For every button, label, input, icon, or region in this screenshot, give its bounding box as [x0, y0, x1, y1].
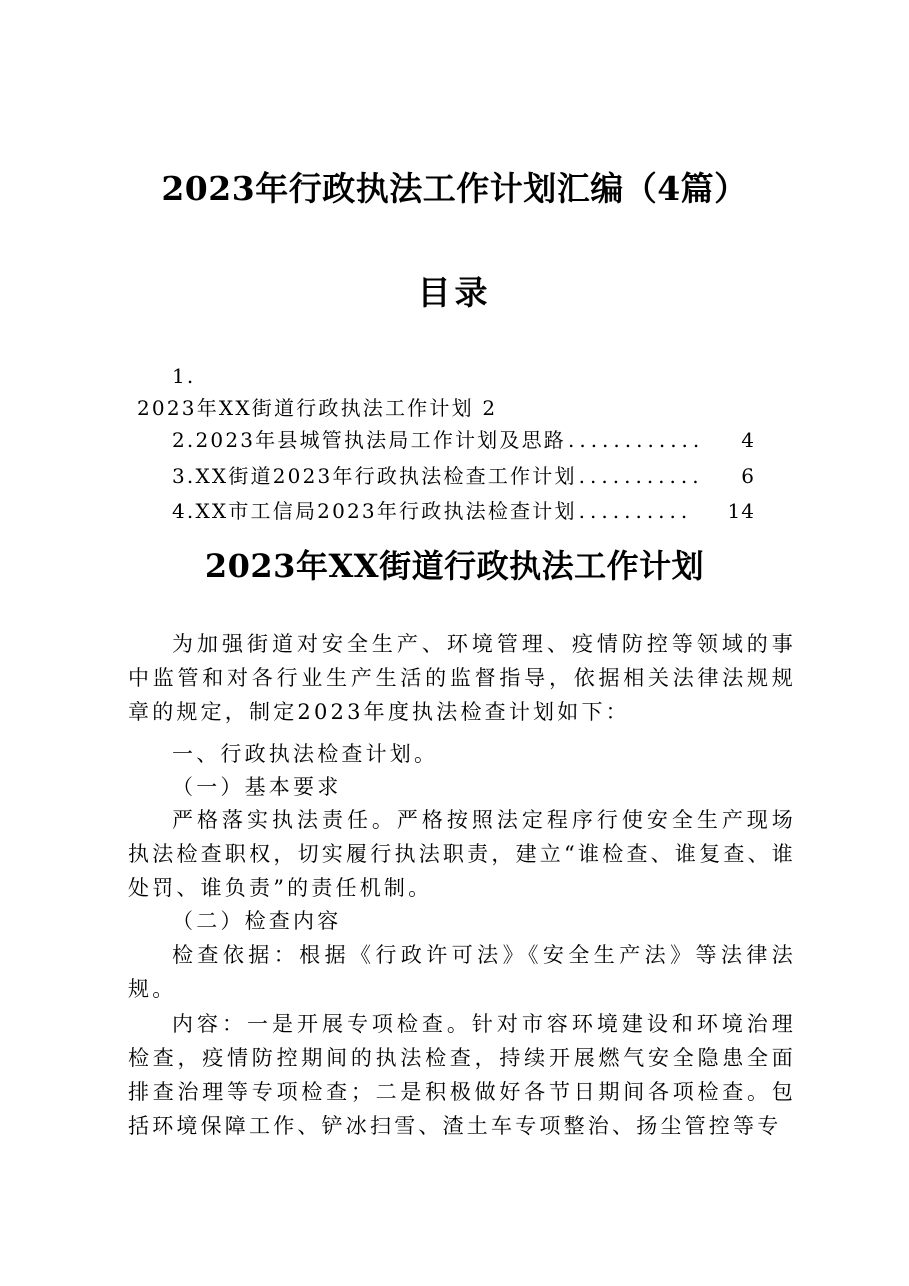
subheading-2: （二）检查内容: [172, 909, 342, 933]
toc-entry-2-text: 2.2023年县城管执法局工作计划及思路: [172, 428, 566, 452]
toc-entry-4-leader: ..........: [578, 499, 693, 523]
section-title: 2023年XX街道行政执法工作计划: [204, 547, 705, 585]
toc-entry-4[interactable]: [172, 497, 755, 525]
toc-entry-3-page: 6: [741, 464, 755, 488]
subheading-1: （一）基本要求: [172, 775, 342, 799]
toc-entry-3-leader: ...........: [578, 464, 704, 488]
toc-entry-2-leader: ............: [567, 428, 705, 452]
paragraph-1: 严格落实执法责任。严格按照法定程序行使安全生产现场执法检查职权，切实履行执法职责，建立“谁检查、谁复查、谁处罚、谁负责”的责任机制。: [128, 808, 796, 900]
toc-entry-4-page: 14: [727, 499, 755, 523]
toc-heading: 目录: [417, 273, 492, 312]
toc-entry-1[interactable]: 2023年XX街道行政执法工作计划 2: [137, 396, 498, 420]
toc-entry-2[interactable]: [172, 426, 755, 454]
intro-paragraph: 为加强街道对安全生产、环境管理、疫情防控等领域的事中监管和对各行业生产生活的监督指导，依据相关法律法规规章的规定，制定2023年度执法检查计划如下：: [128, 632, 796, 724]
paragraph-2: 检查依据：根据《行政许可法》《安全生产法》等法律法规。: [128, 943, 796, 1001]
toc-entry-2-page: 4: [741, 428, 755, 452]
toc-entry-3-text: 3.XX街道2023年行政执法检查工作计划: [172, 464, 577, 488]
heading-1: 一、行政执法检查计划。: [172, 742, 439, 766]
toc-entry-1-number: 1.: [172, 364, 196, 388]
toc-entry-3[interactable]: [172, 462, 755, 490]
document-title: 2023年行政执法工作计划汇编（4篇）: [161, 169, 748, 208]
paragraph-3: 内容：一是开展专项检查。针对市容环境建设和环境治理检查，疫情防控期间的执法检查，持续开展燃气安全隐患全面排查治理等专项检查；二是积极做好各节日期间各项检查。包括环境保障工作、铲冰扫雪、渣土车专项整治、扬尘管控等专: [128, 1012, 796, 1138]
toc-entry-4-text: 4.XX市工信局2023年行政执法检查计划: [172, 499, 577, 523]
